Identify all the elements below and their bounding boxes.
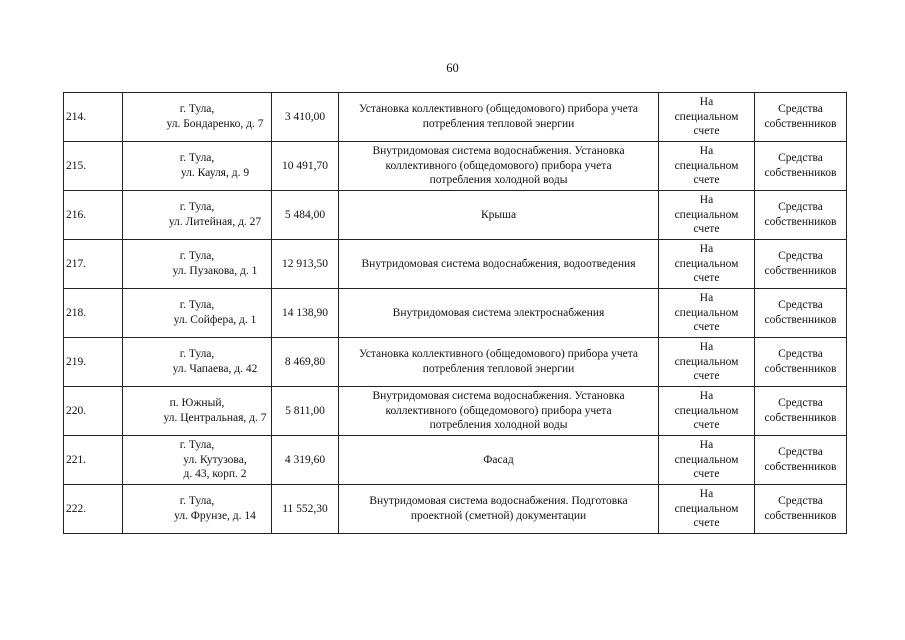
work-type-cell: [339, 485, 659, 534]
work-type-line: Внутридомовая система водоснабжения. Подготовка: [369, 495, 628, 508]
work-type-cell: [339, 289, 659, 338]
funding-source-line: Средства: [778, 201, 823, 214]
row-number-cell: 217.: [64, 240, 123, 289]
account-method-line: На: [699, 390, 714, 403]
cost-cell: 5 811,00: [272, 387, 339, 436]
cost-cell: 10 491,70: [272, 142, 339, 191]
work-type-cell: [339, 240, 659, 289]
cost-cell: 5 484,00: [272, 191, 339, 240]
page-number: 60: [446, 61, 459, 75]
account-method-cell: [659, 289, 755, 338]
row-number-cell: 214.: [64, 93, 123, 142]
funding-source-cell: [755, 338, 847, 387]
table-row: [64, 436, 847, 485]
account-method-line: специальном: [674, 355, 739, 368]
table-row: [64, 142, 847, 191]
address-cell: [123, 338, 272, 387]
funding-source-line: собственников: [764, 461, 837, 473]
row-number-cell: 222.: [64, 485, 123, 534]
address-line: г. Тула,: [179, 299, 215, 312]
address-line: ул. Сойфера, д. 1: [173, 314, 257, 326]
account-method-line: счете: [693, 223, 720, 236]
address-cell: [123, 142, 272, 191]
account-method-line: специальном: [674, 110, 739, 123]
address-line: ул. Литейная, д. 27: [168, 216, 262, 228]
row-number-cell: 216.: [64, 191, 123, 240]
account-method-cell: [659, 436, 755, 485]
account-method-line: специальном: [674, 159, 739, 172]
work-type-line: Внутридомовая система электроснабжения: [392, 306, 605, 319]
table-row: [64, 387, 847, 436]
funding-source-line: Средства: [778, 446, 823, 459]
account-method-cell: [659, 485, 755, 534]
address-cell: [123, 93, 272, 142]
cost-cell: 3 410,00: [272, 93, 339, 142]
account-method-line: специальном: [674, 208, 739, 221]
account-method-line: счете: [693, 468, 720, 481]
account-method-cell: [659, 338, 755, 387]
address-line: п. Южный,: [169, 397, 225, 410]
work-type-line: Крыша: [480, 208, 517, 221]
work-type-cell: [339, 436, 659, 485]
address-line: ул. Кутузова,: [183, 453, 247, 466]
funding-source-cell: [755, 485, 847, 534]
funding-source-line: собственников: [764, 314, 837, 326]
address-line: ул. Чапаева, д. 42: [172, 363, 258, 375]
account-method-line: счете: [693, 419, 720, 432]
cost-cell: 12 913,50: [272, 240, 339, 289]
cost-cell: 4 319,60: [272, 436, 339, 485]
work-type-cell: [339, 387, 659, 436]
work-type-line: потребления тепловой энергии: [422, 363, 575, 375]
address-line: д. 43, корп. 2: [183, 468, 247, 481]
address-cell: [123, 436, 272, 485]
funding-source-line: собственников: [764, 167, 837, 179]
account-method-line: счете: [693, 370, 720, 383]
account-method-cell: [659, 240, 755, 289]
account-method-line: На: [699, 439, 714, 452]
address-line: г. Тула,: [179, 103, 215, 116]
account-method-line: счете: [693, 125, 720, 138]
work-type-line: коллективного (общедомового) прибора учета: [385, 159, 612, 172]
work-type-line: проектной (сметной) документации: [410, 510, 587, 522]
funding-source-cell: [755, 142, 847, 191]
funding-source-line: Средства: [778, 299, 823, 312]
table-row: [64, 289, 847, 338]
funding-source-cell: [755, 289, 847, 338]
account-method-cell: [659, 93, 755, 142]
row-number-cell: 220.: [64, 387, 123, 436]
address-line: г. Тула,: [179, 348, 215, 361]
work-type-line: Фасад: [483, 453, 514, 466]
work-type-line: Внутридомовая система водоснабжения. Установка: [372, 145, 625, 158]
row-number-cell: 218.: [64, 289, 123, 338]
work-type-line: потребления холодной воды: [429, 419, 568, 432]
account-method-line: На: [699, 341, 714, 354]
funding-source-line: собственников: [764, 265, 837, 277]
work-type-line: коллективного (общедомового) прибора учета: [385, 404, 612, 417]
address-line: ул. Фрунзе, д. 14: [174, 510, 256, 522]
cost-cell: 14 138,90: [272, 289, 339, 338]
work-type-cell: [339, 191, 659, 240]
account-method-line: На: [699, 96, 714, 109]
table-row: [64, 93, 847, 142]
address-line: г. Тула,: [179, 495, 215, 508]
row-number-cell: 221.: [64, 436, 123, 485]
funding-source-line: Средства: [778, 397, 823, 410]
work-type-line: потребления тепловой энергии: [422, 118, 575, 130]
funding-source-line: собственников: [764, 216, 837, 228]
funding-source-line: собственников: [764, 412, 837, 424]
funding-source-cell: [755, 240, 847, 289]
address-cell: [123, 191, 272, 240]
address-line: ул. Центральная, д. 7: [163, 412, 267, 424]
account-method-line: На: [699, 145, 714, 158]
funding-source-line: собственников: [764, 510, 837, 522]
row-number-cell: 219.: [64, 338, 123, 387]
funding-source-cell: [755, 93, 847, 142]
address-line: г. Тула,: [179, 250, 215, 263]
account-method-line: На: [699, 488, 714, 501]
funding-source-cell: [755, 387, 847, 436]
account-method-line: специальном: [674, 502, 739, 515]
funding-source-line: Средства: [778, 348, 823, 361]
account-method-cell: [659, 387, 755, 436]
account-method-line: счете: [693, 272, 720, 285]
funding-source-line: собственников: [764, 118, 837, 130]
work-type-cell: [339, 338, 659, 387]
address-cell: [123, 289, 272, 338]
address-line: ул. Кауля, д. 9: [180, 167, 250, 179]
account-method-line: На: [699, 194, 714, 207]
table-row: [64, 485, 847, 534]
work-type-line: Установка коллективного (общедомового) прибора учета: [359, 103, 638, 116]
funding-source-line: Средства: [778, 103, 823, 116]
funding-source-line: собственников: [764, 363, 837, 375]
registry-table: [63, 92, 847, 534]
address-line: ул. Пузакова, д. 1: [172, 265, 258, 277]
funding-source-line: Средства: [778, 152, 823, 165]
account-method-line: специальном: [674, 453, 739, 466]
address-cell: [123, 485, 272, 534]
funding-source-line: Средства: [778, 495, 823, 508]
account-method-line: специальном: [674, 404, 739, 417]
address-line: г. Тула,: [179, 152, 215, 165]
account-method-line: На: [699, 292, 714, 305]
account-method-line: специальном: [674, 257, 739, 270]
work-type-line: потребления холодной воды: [429, 174, 568, 187]
account-method-line: счете: [693, 321, 720, 334]
work-type-cell: [339, 93, 659, 142]
funding-source-cell: [755, 191, 847, 240]
table-row: [64, 240, 847, 289]
account-method-line: счете: [693, 517, 720, 530]
cost-cell: 8 469,80: [272, 338, 339, 387]
funding-source-cell: [755, 436, 847, 485]
address-line: г. Тула,: [179, 201, 215, 214]
account-method-line: счете: [693, 174, 720, 187]
address-cell: [123, 240, 272, 289]
table-row: [64, 338, 847, 387]
cost-cell: 11 552,30: [272, 485, 339, 534]
account-method-cell: [659, 142, 755, 191]
work-type-line: Внутридомовая система водоснабжения, водоотведения: [361, 257, 636, 270]
address-line: ул. Бондаренко, д. 7: [166, 118, 264, 130]
address-line: г. Тула,: [179, 439, 215, 452]
account-method-line: На: [699, 243, 714, 256]
work-type-cell: [339, 142, 659, 191]
account-method-cell: [659, 191, 755, 240]
work-type-line: Внутридомовая система водоснабжения. Установка: [372, 390, 625, 403]
registry-table-body: [64, 93, 847, 534]
funding-source-line: Средства: [778, 250, 823, 263]
row-number-cell: 215.: [64, 142, 123, 191]
account-method-line: специальном: [674, 306, 739, 319]
work-type-line: Установка коллективного (общедомового) прибора учета: [359, 348, 638, 361]
table-row: [64, 191, 847, 240]
address-cell: [123, 387, 272, 436]
